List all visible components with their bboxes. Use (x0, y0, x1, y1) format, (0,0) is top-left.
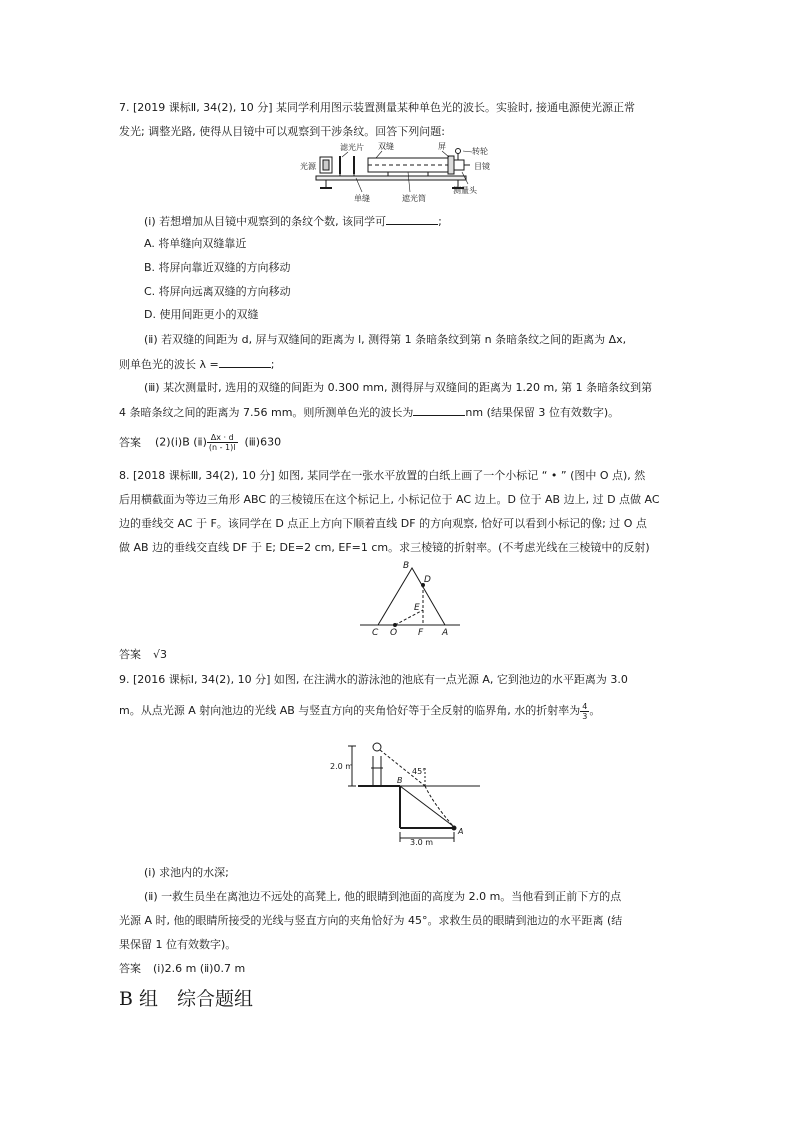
q7-stem-line1: 7. [2019 课标Ⅱ, 34(2), 10 分] 某同学利用图示装置测量某种单色光的波长。实验时, 接通电源使光源正常 (119, 101, 636, 114)
q8-line4: 做 AB 边的垂线交直线 DF 于 E; DE=2 cm, EF=1 cm。求三棱镜的折射率。(不考虑光线在三棱镜中的反射) (119, 541, 650, 554)
q9-line2 (119, 700, 600, 722)
q7-part-ii-blank (219, 357, 271, 368)
q7-part-i (144, 214, 442, 229)
q7-part-iii-end: nm (结果保留 3 位有效数字)。 (465, 406, 620, 419)
q7-answer-frac-num: Δx · d (207, 433, 238, 443)
q7-answer-part1: (2)(ⅰ)B (ⅱ) (155, 435, 207, 449)
pool-diagram (330, 738, 480, 850)
q7-answer (119, 433, 281, 452)
q7-part-i-text: (ⅰ) 若想增加从目镜中观察到的条纹个数, 该同学可 (144, 215, 387, 228)
label-double-slit: 双缝 (378, 142, 394, 151)
width-label: 3.0 m (410, 838, 434, 847)
q7-part-iii-line1: (ⅲ) 某次测量时, 选用的双缝的间距为 0.300 mm, 测得屏与双缝间的距离为 1.20 m, 第 1 条暗条纹到第 (144, 381, 653, 394)
q9-line2-text: m。从点光源 A 射向池边的光线 AB 与竖直方向的夹角恰好等于全反射的临界角, 水的折射率为 (119, 704, 581, 717)
q9-answer-value: (ⅰ)2.6 m (ⅱ)0.7 m (153, 962, 246, 975)
label-measuring-head: 测量头 (453, 186, 477, 195)
label-light-source: 光源 (300, 162, 316, 171)
label-tube: 遮光筒 (402, 194, 426, 203)
q8-answer (119, 648, 167, 662)
height-label: 2.0 m (330, 762, 354, 771)
section-heading: B 组 综合题组 (119, 988, 254, 1010)
prism-diagram (360, 560, 460, 640)
q8-answer-label: 答案 (119, 648, 141, 661)
q8-line2: 后用横截面为等边三角形 ABC 的三棱镜压在这个标记上, 小标记位于 AC 边上。D 位于 AB 边上, 过 D 点做 AC (119, 493, 660, 506)
q7-part-iii-line2 (119, 405, 619, 420)
q8-line3: 边的垂线交 AC 于 F。该同学在 D 点正上方向下顺着直线 DF 的方向观察, 恰好可以看到小标记的像; 过 O 点 (119, 517, 647, 530)
q9-part-i: (ⅰ) 求池内的水深; (144, 866, 229, 879)
q7-part-iii-text: 4 条暗条纹之间的距离为 7.56 mm。则所测单色光的波长为 (119, 406, 414, 419)
label-eyepiece: 目镜 (474, 162, 490, 171)
q7-part-i-end: ; (438, 215, 442, 228)
q9-n-num: 4 (582, 701, 588, 711)
q9-line2-end: 。 (589, 704, 601, 717)
label-single-slit: 单缝 (354, 194, 370, 203)
q7-part-ii-text: 则单色光的波长 λ = (119, 358, 219, 371)
q9-n-den: 3 (582, 711, 588, 721)
vertex-a-label: A (442, 628, 449, 638)
q7-answer-part3: (ⅲ)630 (244, 435, 282, 449)
q9-line1: 9. [2016 课标Ⅰ, 34(2), 10 分] 如图, 在注满水的游泳池的池底有一点光源 A, 它到池边的水平距离为 3.0 (119, 673, 628, 686)
q7-part-iii-blank (413, 405, 465, 416)
point-o-label: O (390, 628, 398, 638)
q7-option-c: C. 将屏向远离双缝的方向移动 (144, 285, 291, 298)
point-e-label: E (414, 603, 420, 613)
q7-answer-fraction (207, 433, 238, 452)
q7-answer-label: 答案 (119, 435, 141, 449)
point-f-label: F (418, 628, 424, 638)
q7-answer-frac-den: (n - 1)l (208, 443, 236, 452)
label-screen: 屏 (438, 142, 446, 151)
q9-answer-label: 答案 (119, 962, 141, 975)
q7-part-ii-line1: (ⅱ) 若双缝的间距为 d, 屏与双缝间的距离为 l, 测得第 1 条暗条纹到第 n 条暗条纹之间的距离为 Δx, (144, 333, 627, 346)
point-a-label: A (458, 827, 464, 836)
angle-label: 45° (412, 767, 427, 776)
label-turntable: 转轮 (472, 147, 488, 156)
q9-answer (119, 962, 245, 976)
double-slit-apparatus-diagram (298, 142, 498, 208)
q9-part-ii-line3: 果保留 1 位有效数字)。 (119, 938, 237, 951)
q8-line1: 8. [2018 课标Ⅲ, 34(2), 10 分] 如图, 某同学在一张水平放置的白纸上画了一个小标记 “ • ” (图中 O 点), 然 (119, 469, 646, 482)
q7-option-a: A. 将单缝向双缝靠近 (144, 237, 247, 250)
q7-option-b: B. 将屏向靠近双缝的方向移动 (144, 261, 291, 274)
q7-part-ii-end: ; (270, 358, 275, 371)
vertex-b-label: B (403, 561, 410, 571)
label-filter: 滤光片 (340, 143, 364, 152)
q7-part-ii-line2 (119, 357, 274, 372)
point-b-label: B (397, 776, 403, 785)
q7-part-i-blank (386, 214, 438, 225)
q9-part-ii-line1: (ⅱ) 一救生员坐在离池边不远处的高凳上, 他的眼睛到池面的高度为 2.0 m。当他看到正前下方的点 (144, 890, 622, 903)
q7-option-d: D. 使用间距更小的双缝 (144, 308, 259, 321)
q8-answer-value: √3 (153, 648, 168, 661)
q7-stem-line2: 发光; 调整光路, 使得从目镜中可以观察到干涉条纹。回答下列问题: (119, 125, 445, 138)
point-d-label: D (424, 575, 431, 585)
vertex-c-label: C (372, 628, 379, 638)
q9-part-ii-line2: 光源 A 时, 他的眼睛所接受的光线与竖直方向的夹角恰好为 45°。求救生员的眼睛到池边的水平距离 (结 (119, 914, 623, 927)
